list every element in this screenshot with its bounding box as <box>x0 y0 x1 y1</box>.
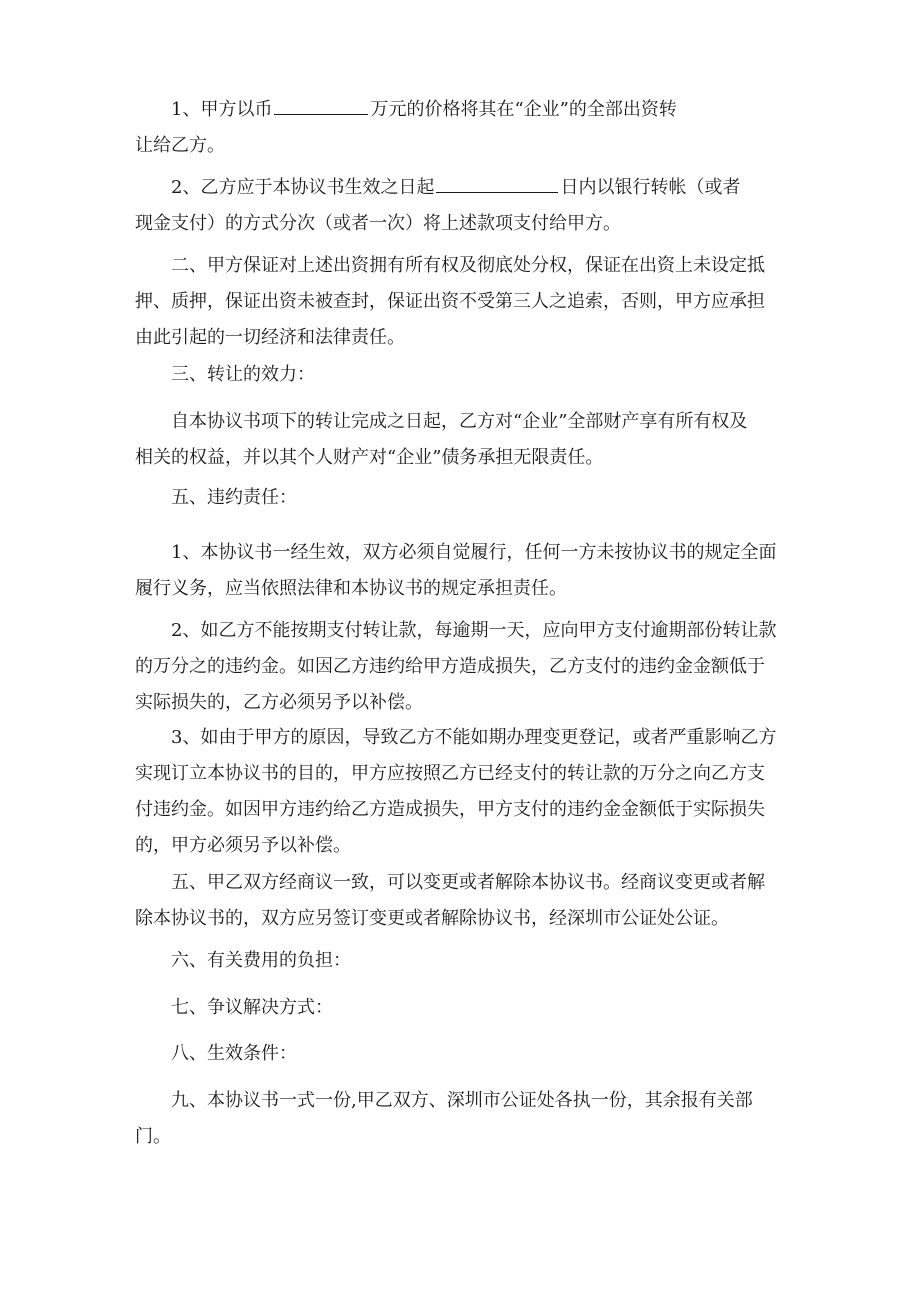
clause-breach-3: 3、如由于甲方的原因，导致乙方不能如期办理变更登记，或者严重影响乙方 实现订立本协议书的目的，甲方应按照乙方已经支付的转让款的万分之向乙方支 付违约金。如因甲方违约给乙方造成损失，甲方支付的违约金金额低于实际损失 的，甲方必须另予以补偿。 <box>135 727 777 856</box>
heading-dispute: 七、争议解决方式： <box>171 997 333 1018</box>
heading-transfer-effect: 三、转让的效力： <box>171 364 315 385</box>
clause-copies: 九、本协议书一式一份,甲乙双方、深圳市公证处各执一份，其余报有关部 门。 <box>135 1090 753 1147</box>
clause-payment-term <box>135 170 795 242</box>
days-blank <box>436 174 558 193</box>
clause-text: 让给乙方。 <box>135 135 225 156</box>
clause-transfer-price <box>135 92 795 164</box>
clause-transfer-effect: 自本协议书项下的转让完成之日起，乙方对“企业”全部财产享有所有权及 相关的权益，并以其个人财产对“企业”债务承担无限责任。 <box>135 411 748 468</box>
heading-fees: 六、有关费用的负担： <box>171 950 351 971</box>
clause-text: 现金支付）的方式分次（或者一次）将上述款项支付给甲方。 <box>135 213 621 234</box>
clause-text: 2、乙方应于本协议书生效之日起 <box>171 177 435 198</box>
clause-text: 1、甲方以币 <box>171 99 273 120</box>
heading-breach: 五、违约责任： <box>171 487 297 508</box>
heading-effective-conditions: 八、生效条件： <box>171 1043 297 1064</box>
clause-breach-2: 2、如乙方不能按期支付转让款，每逾期一天，应向甲方支付逾期部份转让款 的万分之的违约金。如因乙方违约给甲方造成损失，乙方支付的违约金金额低于 实际损失的，乙方必须另予以补偿。 <box>135 620 777 713</box>
clause-text: 日内以银行转帐（或者 <box>560 177 741 198</box>
clause-warranty: 二、甲方保证对上述出资拥有所有权及彻底处分权，保证在出资上未设定抵 押、质押，保证出资未被查封，保证出资不受第三人之追索，否则，甲方应承担 由此引起的一切经济和法律责任。 <box>135 255 765 348</box>
clause-breach-1: 1、本协议书一经生效，双方必须自觉履行，任何一方未按协议书的规定全面 履行义务，应当依照法律和本协议书的规定承担责任。 <box>135 542 777 599</box>
price-blank <box>274 96 368 115</box>
clause-amendment: 五、甲乙双方经商议一致，可以变更或者解除本协议书。经商议变更或者解 除本协议书的，双方应另签订变更或者解除协议书，经深圳市公证处公证。 <box>135 872 765 929</box>
clause-text: 万元的价格将其在“企业”的全部出资转 <box>370 99 677 120</box>
